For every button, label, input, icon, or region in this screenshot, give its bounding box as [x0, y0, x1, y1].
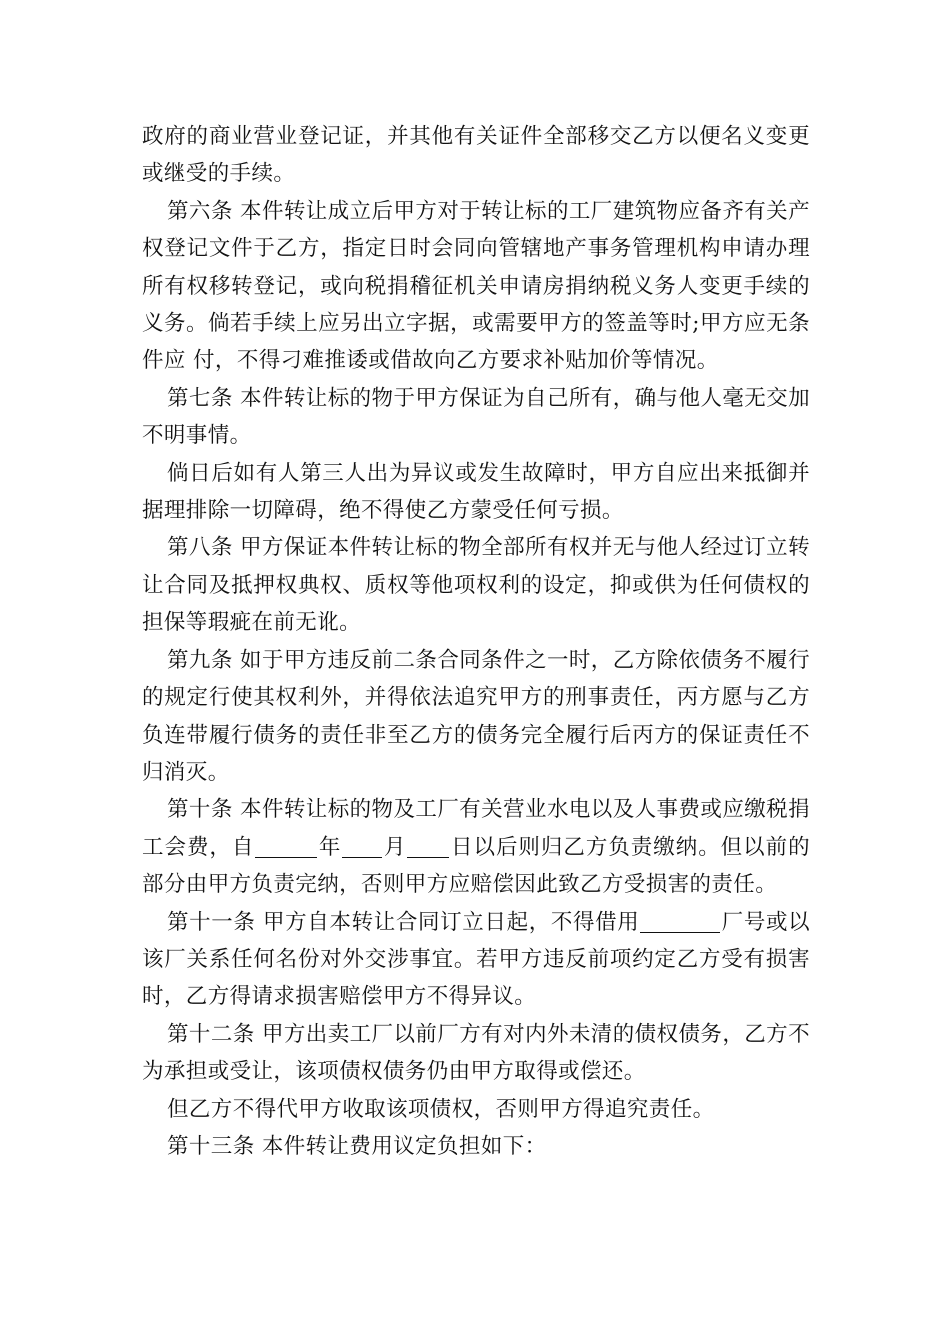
- article-10-text-part-1: 第十条 本件转让标的物及工厂有关营业水电以及人事费或应缴税捐工会费，自: [142, 797, 810, 860]
- paragraph-article-8: 第八条 甲方保证本件转让标的物全部所有权并无与他人经过订立转让合同及抵押权典权、质权等他项权利的设定，抑或供为任何债权的担保等瑕疵在前无讹。: [142, 535, 810, 636]
- factory-name-blank-field[interactable]: [640, 910, 720, 933]
- paragraph-article-12-continued: 但乙方不得代甲方收取该项债权，否则甲方得追究责任。: [167, 1096, 715, 1122]
- month-blank-field[interactable]: [342, 835, 382, 858]
- day-blank-field[interactable]: [407, 835, 449, 858]
- year-label: 年: [318, 834, 342, 860]
- contract-body: [142, 118, 810, 1165]
- paragraph-article-10: [142, 791, 810, 903]
- paragraph-article-12: 第十二条 甲方出卖工厂以前厂方有对内外未清的债权债务，乙方不为承担或受让，该项债权债务仍由甲方取得或偿还。: [142, 1021, 810, 1085]
- article-11-text-part-1: 第十一条 甲方自本转让合同订立日起，不得借用: [167, 909, 640, 935]
- paragraph-article-7-continued: 倘日后如有人第三人出为异议或发生故障时，甲方自应出来抵御并据理排除一切障碍，绝不得使乙方蒙受任何亏损。: [142, 460, 810, 524]
- paragraph-article-13: 第十三条 本件转让费用议定负担如下：: [167, 1133, 547, 1159]
- year-blank-field[interactable]: [255, 835, 317, 858]
- paragraph-article-11: [142, 904, 810, 1016]
- article-11-text-part-2: 厂号或以该厂关系任何名份对外交涉事宜。若甲方违反前项约定乙方受有损害时，乙方得请求损害赔偿甲方不得异议。: [142, 909, 810, 1010]
- paragraph-registration-transfer: 政府的商业营业登记证，并其他有关证件全部移交乙方以便名义变更或继受的手续。: [142, 124, 810, 187]
- paragraph-article-6: 第六条 本件转让成立后甲方对于转让标的工厂建筑物应备齐有关产权登记文件于乙方，指定日时会同向管辖地产事务管理机构申请办理所有权移转登记，或向税捐稽征机关申请房捐纳税义务人变更手续的义务。倘若手续上应另出立字据，或需要甲方的签盖等时;甲方应无条件应 付，不得刁难推诿或借故向乙方要求补贴加价等情况。: [142, 198, 810, 374]
- article-10-text-part-2: 日以后则归乙方负责缴纳。但以前的部分由甲方负责完纳，否则甲方应赔偿因此致乙方受损害的责任。: [142, 834, 810, 898]
- paragraph-article-9: 第九条 如于甲方违反前二条合同条件之一时，乙方除依债务不履行的规定行使其权利外，并得依法追究甲方的刑事责任，丙方愿与乙方负连带履行债务的责任非至乙方的债务完全履行后丙方的保证责任不归消灭。: [142, 647, 810, 785]
- month-label: 月: [383, 834, 407, 860]
- paragraph-article-7: 第七条 本件转让标的物于甲方保证为自己所有，确与他人毫无交加不明事情。: [142, 385, 810, 449]
